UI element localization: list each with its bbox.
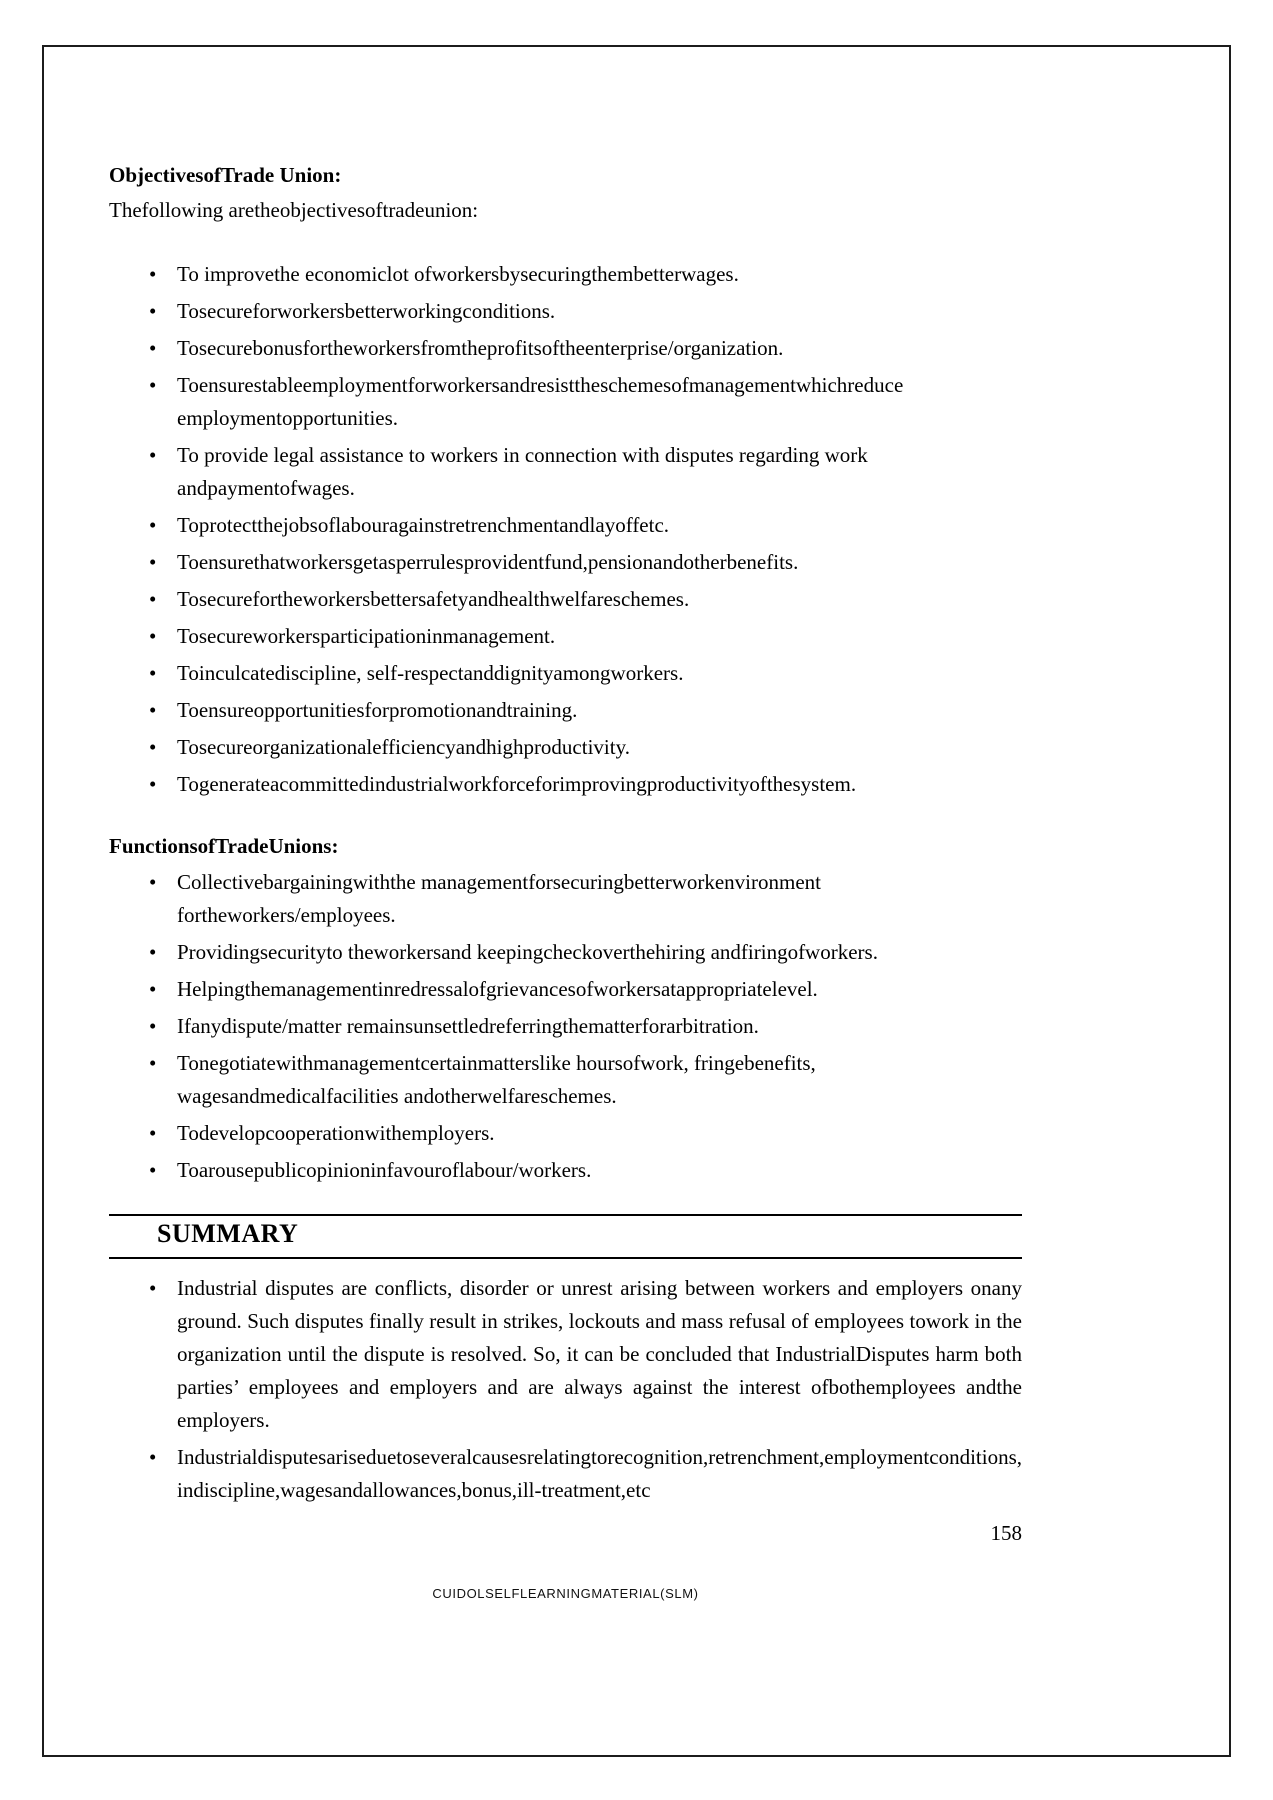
objective-item: • Tosecureworkersparticipationinmanagement. (109, 620, 1022, 653)
page-content (109, 47, 1022, 1610)
objective-item: • Tosecurebonusfortheworkersfromtheprofitsoftheenterprise/organization. (109, 332, 1022, 365)
objective-item: • Toprotectthejobsoflabouragainstretrenchmentandlayoffetc. (109, 509, 1022, 542)
function-item: • Ifanydispute/matter remainsunsettledreferringthematterforarbitration. (109, 1010, 1022, 1043)
function-item: • Todevelopcooperationwithemployers. (109, 1117, 1022, 1150)
objective-item: • Tosecurefortheworkersbettersafetyandhealthwelfareschemes. (109, 583, 1022, 616)
objectives-list (109, 258, 1022, 801)
functions-list (109, 866, 1022, 1187)
objective-item: • Toensurestableemploymentforworkersandresisttheschemesofmanagementwhichreduce employmentopportunities. (109, 369, 1022, 435)
summary-item: • Industrial disputes are conflicts, disorder or unrest arising between workers and employers onany ground. Such disputes finally result in strikes, lockouts and mass refusal of employees towork in the organization until the dispute is resolved. So, it can be concluded that IndustrialDisputes harm both parties’ employees and employers and are always against the interest ofbothemployees andthe employers. (109, 1272, 1022, 1437)
function-item: • Collectivebargainingwiththe managementforsecuringbetterworkenvironment fortheworkers/employees. (109, 866, 1022, 932)
objective-item: • Tosecureorganizationalefficiencyandhighproductivity. (109, 731, 1022, 764)
summary-list (109, 1272, 1022, 1507)
function-item: • Toarousepublicopinioninfavouroflabour/workers. (109, 1154, 1022, 1187)
footer-text: CUIDOLSELFLEARNINGMATERIAL(SLM) (432, 1586, 699, 1601)
objectives-section (109, 159, 1022, 801)
objective-item: • Togenerateacommittedindustrialworkforceforimprovingproductivityofthesystem. (109, 768, 1022, 801)
function-item: • Helpingthemanagementinredressalofgrievancesofworkersatappropriatelevel. (109, 973, 1022, 1006)
functions-heading: FunctionsofTradeUnions: (109, 834, 339, 858)
summary-heading: SUMMARY (157, 1219, 299, 1248)
objective-item: • Toinculcatediscipline, self-respectanddignityamongworkers. (109, 657, 1022, 690)
summary-heading-banner (109, 1214, 1022, 1259)
function-item: • Providingsecurityto theworkersand keepingcheckoverthehiring andfiringofworkers. (109, 936, 1022, 969)
objectives-intro: Thefollowing aretheobjectivesoftradeunion: (109, 198, 479, 222)
functions-section (109, 830, 1022, 1187)
function-item: • Tonegotiatewithmanagementcertainmatterslike hoursofwork, fringebenefits, wagesandmedicalfacilities andotherwelfareschemes. (109, 1047, 1022, 1113)
objective-item: • To improvethe economiclot ofworkersbysecuringthembetterwages. (109, 258, 1022, 291)
page-border (42, 45, 1231, 1757)
objectives-heading: ObjectivesofTrade Union: (109, 163, 342, 187)
summary-item: • Industrialdisputesariseduetoseveralcausesrelatingtorecognition,retrenchment,employmentconditions,indiscipline,wagesandallowances,bonus,ill-treatment,etc (109, 1441, 1022, 1507)
page-number: 158 (990, 1521, 1022, 1545)
objective-item: • Tosecureforworkersbetterworkingconditions. (109, 295, 1022, 328)
objective-item: • To provide legal assistance to workers in connection with disputes regarding work andpaymentofwages. (109, 439, 1022, 505)
objective-item: • Toensurethatworkersgetasperrulesprovidentfund,pensionandotherbenefits. (109, 546, 1022, 579)
objective-item: • Toensureopportunitiesforpromotionandtraining. (109, 694, 1022, 727)
